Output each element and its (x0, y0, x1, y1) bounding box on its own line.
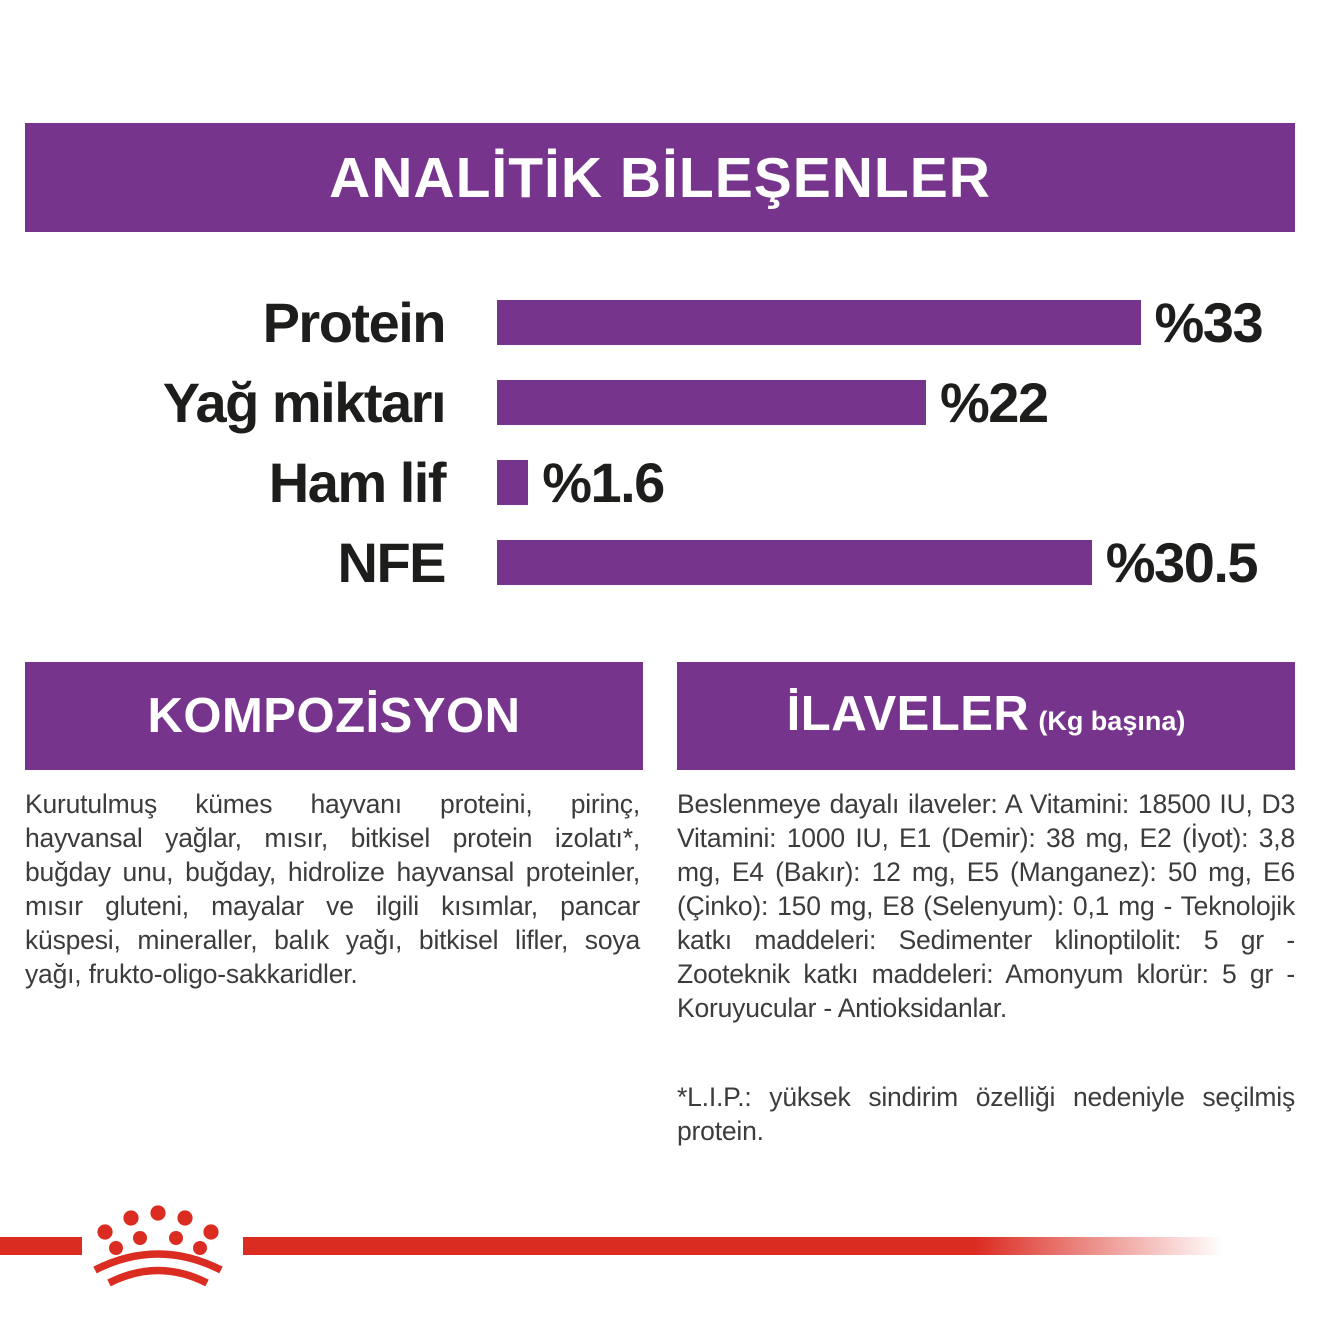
additives-title: İLAVELER (786, 687, 1030, 741)
composition-header (25, 662, 643, 770)
analytic-components-header (25, 123, 1295, 232)
chart-category-label: NFE (337, 530, 445, 594)
chart-value-label: %1.6 (542, 450, 664, 514)
additives-body-text: Beslenmeye dayalı ilaveler: A Vitamini: 18500 IU, D3 Vitamini: 1000 IU, E1 (Demir): 38 mg, E2 (İyot): 3,8 mg, E4 (Bakır): 12 mg, E5 (Manganez): 50 mg, E6 (Çinko): 150 mg, E8 (Selenyum): 0,1 mg - Teknolojik katkı maddeleri: Sedimenter klinoptilolit: 5 gr - Zooteknik katkı maddeleri: Amonyum klorür: 5 gr - Koruyucular - Antioksidanlar. (677, 789, 1295, 1023)
chart-bar (497, 380, 926, 425)
lip-footnote-text: *L.I.P.: yüksek sindirim özelliği nedeniyle seçilmiş protein. (677, 1082, 1295, 1146)
chart-bar-wrap (497, 450, 664, 515)
chart-row (0, 282, 1320, 362)
analytic-components-title: ANALİTİK BİLEŞENLER (329, 145, 991, 210)
footer-divider-right (243, 1237, 1233, 1255)
chart-bar (497, 300, 1141, 345)
additives-header (677, 662, 1295, 770)
composition-body-text: Kurutulmuş kümes hayvanı proteini, pirinç, hayvansal yağlar, mısır, bitkisel protein izolatı*, buğday unu, buğday, hidrolize hayvansal proteinler, mısır gluteni, mayalar ve ilgili kısımlar, pancar küspesi, mineraller, balık yağı, bitkisel lifler, soya yağı, frukto-oligo-sakkaridler. (25, 789, 640, 989)
footer (0, 1195, 1320, 1305)
chart-row (0, 362, 1320, 442)
composition-title: KOMPOZİSYON (147, 689, 521, 743)
chart-bar-wrap (497, 370, 1048, 435)
chart-row (0, 522, 1320, 602)
chart-value-label: %22 (940, 370, 1048, 434)
chart-bar (497, 460, 528, 505)
chart-bar-wrap (497, 290, 1262, 355)
royal-canin-crown-icon (83, 1205, 233, 1287)
chart-category-label: Protein (262, 290, 445, 354)
chart-bar-wrap (497, 530, 1257, 595)
footer-divider-left (0, 1237, 82, 1255)
chart-row (0, 442, 1320, 522)
chart-category-label: Yağ miktarı (162, 370, 445, 434)
additives-title-suffix: (Kg başına) (1038, 706, 1186, 736)
chart-value-label: %30.5 (1105, 530, 1258, 594)
analytic-bar-chart (0, 282, 1320, 602)
chart-category-label: Ham lif (268, 450, 445, 514)
chart-bar (497, 540, 1092, 585)
chart-value-label: %33 (1154, 290, 1263, 354)
